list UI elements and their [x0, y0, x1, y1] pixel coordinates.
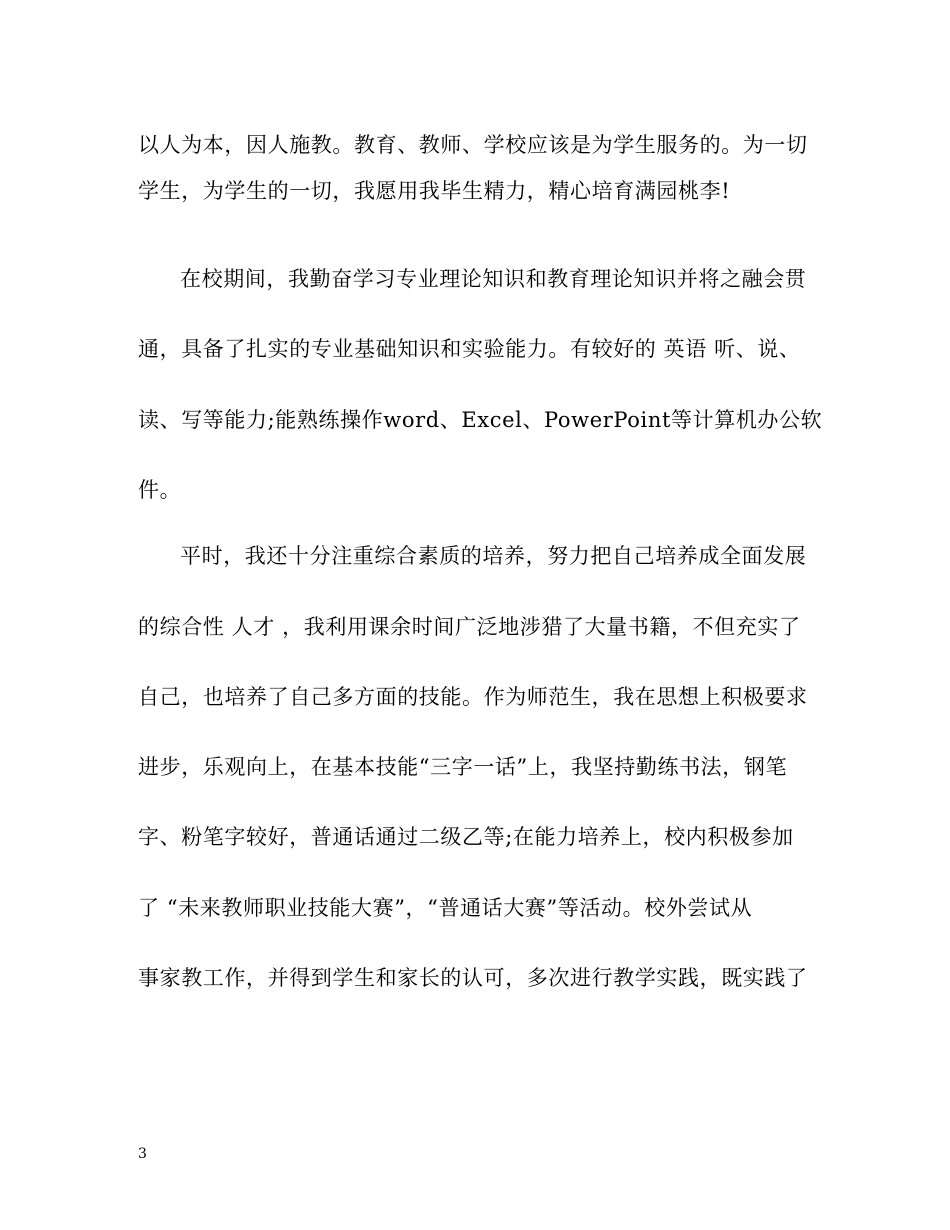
paragraph-3-line-7: 事家教工作，并得到学生和家长的认可，多次进行教学实践，既实践了	[138, 966, 808, 990]
page-number: 3	[138, 1146, 147, 1162]
paragraph-2-line-1: 在校期间，我勤奋学习专业理论知识和教育理论知识并将之融会贯	[180, 267, 807, 291]
paragraph-2-line-2: 通，具备了扎实的专业基础知识和实验能力。有较好的 英语 听、说、	[138, 337, 801, 361]
paragraph-1-line-1: 以人为本，因人施教。教育、教师、学校应该是为学生服务的。为一切	[138, 133, 808, 157]
paragraph-3-line-5: 字、粉笔字较好，普通话通过二级乙等;在能力培养上，校内积极参加	[138, 825, 794, 849]
paragraph-3-line-2: 的综合性 人才 ，我利用课余时间广泛地涉猎了大量书籍，不但充实了	[138, 615, 801, 639]
paragraph-3-line-3: 自己，也培养了自己多方面的技能。作为师范生，我在思想上积极要求	[138, 685, 808, 709]
paragraph-2-line-3: 读、写等能力;能熟练操作word、Excel、PowerPoint等计算机办公软	[138, 408, 823, 432]
paragraph-3-line-4: 进步，乐观向上，在基本技能“三字一话”上，我坚持勤练书法，钢笔	[138, 755, 788, 779]
paragraph-1-line-2: 学生，为学生的一切，我愿用我毕生精力，精心培育满园桃李!	[138, 179, 731, 203]
paragraph-3-line-6: 了 “未来教师职业技能大赛”，“普通话大赛”等活动。校外尝试从	[138, 896, 753, 920]
paragraph-2-line-4: 件。	[138, 478, 182, 502]
paragraph-3-line-1: 平时，我还十分注重综合素质的培养，努力把自己培养成全面发展	[180, 544, 807, 568]
